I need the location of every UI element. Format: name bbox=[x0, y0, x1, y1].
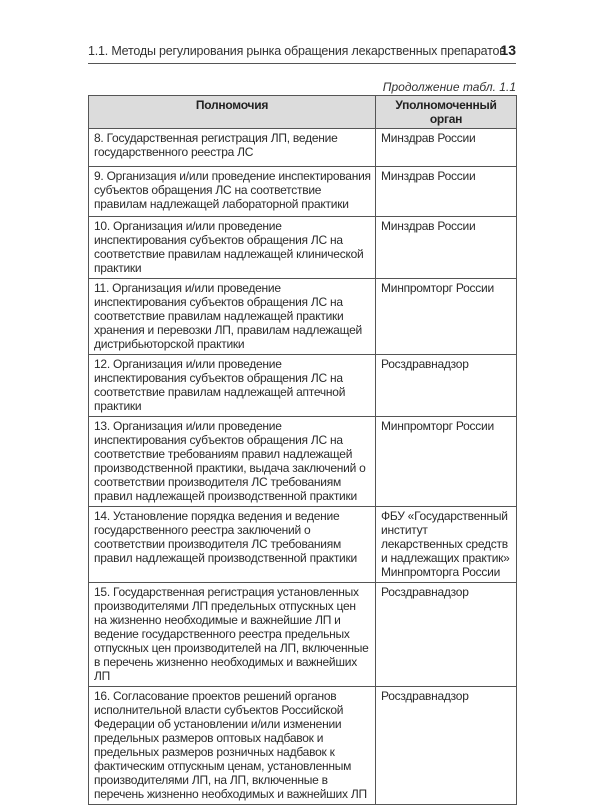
page-number: 13 bbox=[500, 42, 516, 58]
power-cell: 11. Организация и/или проведение инспектирования субъектов обращения ЛС на соответствие правилам надлежащей практики хранения и перевозки ЛП, правилам надлежащей дистрибьюторской практики bbox=[89, 279, 376, 355]
power-cell: 9. Организация и/или проведение инспектирования субъектов обращения ЛС на соответствие правилам надлежащей лабораторной практики bbox=[89, 167, 376, 217]
power-cell: 13. Организация и/или проведение инспектирования субъектов обращения ЛС на соответствие требованиям правил надлежащей производственной практики, выдача заключений о соответствии производителя ЛС требованиям правил надлежащей производственной практики bbox=[89, 417, 376, 507]
power-cell: 15. Государственная регистрация установленных производителями ЛП предельных отпускных цен на жизненно необходимые и важнейшие ЛП и ведение государственного реестра предельных отпускных цен производителей на ЛП, включенные в перечень жизненно необходимых и важнейших ЛП bbox=[89, 583, 376, 687]
power-cell: 10. Организация и/или проведение инспектирования субъектов обращения ЛС на соответствие правилам надлежащей клинической практики bbox=[89, 217, 376, 279]
table-row bbox=[89, 687, 517, 805]
power-cell: 12. Организация и/или проведение инспектирования субъектов обращения ЛС на соответствие правилам надлежащей аптечной практики bbox=[89, 355, 376, 417]
table-row bbox=[89, 417, 517, 507]
table-row bbox=[89, 355, 517, 417]
table-header-row bbox=[89, 96, 517, 129]
authority-cell: Минпромторг России bbox=[376, 417, 517, 507]
authority-cell: Минздрав России bbox=[376, 167, 517, 217]
header-rule bbox=[88, 63, 516, 64]
table-row bbox=[89, 279, 517, 355]
table-row bbox=[89, 129, 517, 167]
table-row bbox=[89, 583, 517, 687]
table-row bbox=[89, 167, 517, 217]
authority-cell: Минздрав России bbox=[376, 129, 517, 167]
table-row bbox=[89, 217, 517, 279]
authority-cell: Минздрав России bbox=[376, 217, 517, 279]
authority-cell: Росздравнадзор bbox=[376, 687, 517, 805]
authority-cell: ФБУ «Государственный институт лекарственных средств и надлежащих практик» Минпромторга России bbox=[376, 507, 517, 583]
power-cell: 8. Государственная регистрация ЛП, ведение государственного реестра ЛС bbox=[89, 129, 376, 167]
authority-cell: Росздравнадзор bbox=[376, 355, 517, 417]
power-cell: 16. Согласование проектов решений органов исполнительной власти субъектов Российской Федерации об установлении и/или изменении предельных размеров оптовых надбавок и предельных размеров розничных надбавок к фактическим отпускным ценам, установленным производителями ЛП, на ЛП, включенные в перечень жизненно необходимых и важнейших ЛП bbox=[89, 687, 376, 805]
power-cell: 14. Установление порядка ведения и ведение государственного реестра заключений о соответствии производителя ЛС требованиям правил надлежащей производственной практики bbox=[89, 507, 376, 583]
table-row bbox=[89, 507, 517, 583]
powers-table bbox=[88, 95, 517, 805]
table-continuation-caption: Продолжение табл. 1.1 bbox=[382, 80, 516, 94]
column-header-authority: Уполномоченный орган bbox=[376, 96, 517, 129]
authority-cell: Минпромторг России bbox=[376, 279, 517, 355]
column-header-powers: Полномочия bbox=[89, 96, 376, 129]
running-title: 1.1. Методы регулирования рынка обращения лекарственных препаратов bbox=[88, 44, 506, 58]
authority-cell: Росздравнадзор bbox=[376, 583, 517, 687]
